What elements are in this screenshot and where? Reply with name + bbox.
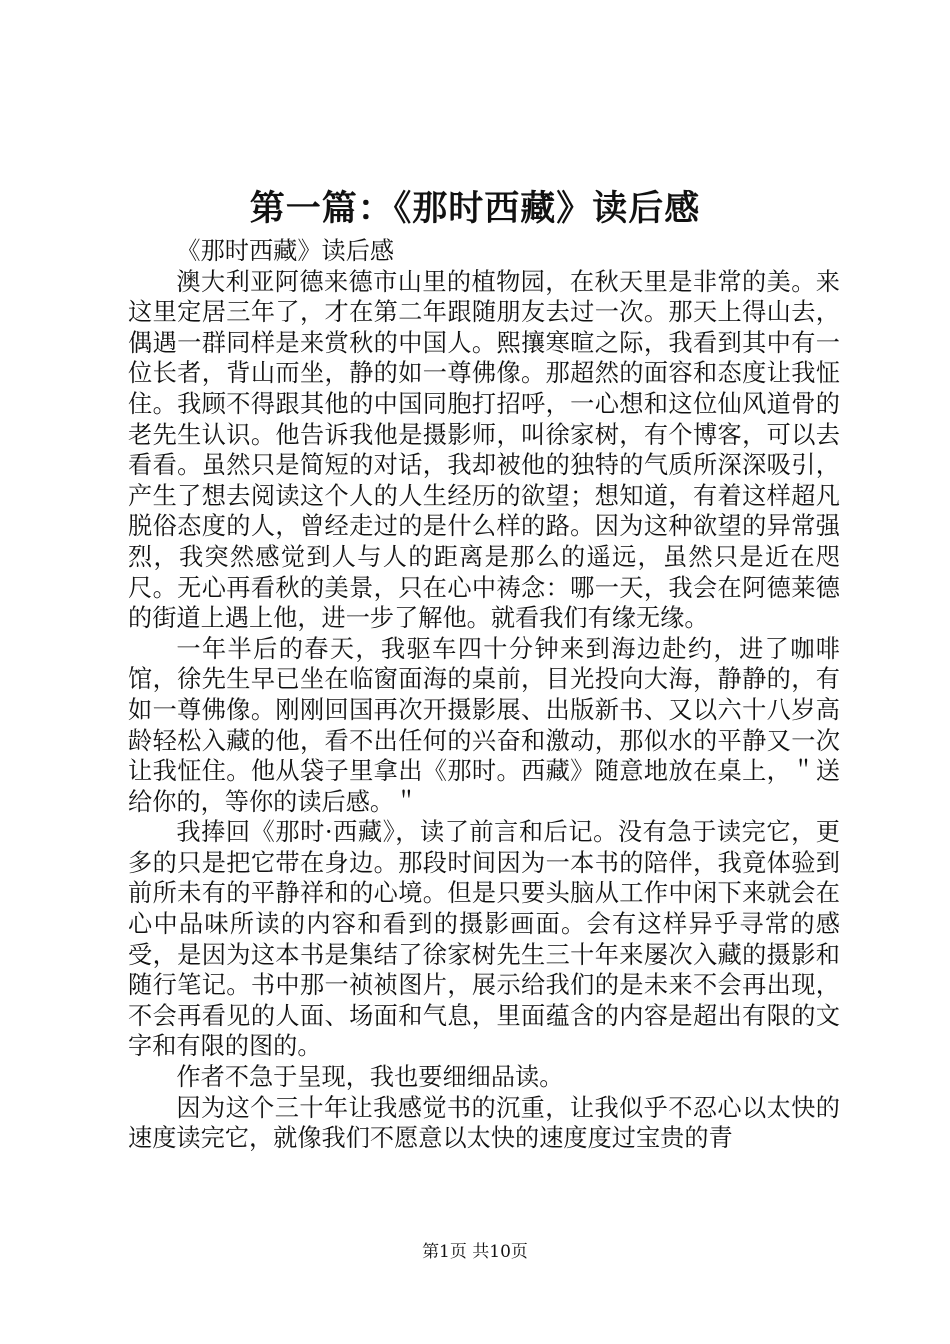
paragraph: 作者不急于呈现，我也要细细品读。 — [176, 1063, 564, 1092]
page-number-footer: 第1页 共10页 — [422, 1242, 528, 1262]
document-title: 第一篇：《那时西藏》读后感 — [249, 188, 701, 229]
paragraph: 澳大利亚阿德来德市山里的植物园，在秋天里是非常的美。来这里定居三年了，才在第二年跟随朋友去过一次。那天上得山去，偶遇一群同样是来赏秋的中国人。熙攘寒暄之际，我看到其中有一位长者，背山而坐，静的如一尊佛像。那超然的面容和态度让我怔住。我顾不得跟其他的中国同胞打招呼，一心想和这位仙风道骨的老先生认识。他告诉我他是摄影师，叫徐家树，有个博客，可以去看看。虽然只是简短的对话，我却被他的独特的气质所深深吸引，产生了想去阅读这个人的人生经历的欲望；想知道，有着这样超凡脱俗态度的人，曾经走过的是什么样的路。因为这种欲望的异常强烈，我突然感觉到人与人的距离是那么的遥远，虽然只是近在咫尺。无心再看秋的美景，只在心中祷念：哪一天，我会在阿德莱德的街道上遇上他，进一步了解他。就看我们有缘无缘。 — [128, 267, 840, 633]
paragraph-subtitle: 《那时西藏》读后感 — [176, 237, 395, 265]
paragraph: 因为这个三十年让我感觉书的沉重，让我似乎不忍心以太快的速度读完它，就像我们不愿意以太快的速度度过宝贵的青 — [128, 1093, 840, 1153]
paragraph: 一年半后的春天，我驱车四十分钟来到海边赴约，进了咖啡馆，徐先生早已坐在临窗面海的桌前，目光投向大海，静静的，有如一尊佛像。刚刚回国再次开摄影展、出版新书、又以六十八岁高龄轻松入藏的他，看不出任何的兴奋和激动，那似水的平静又一次让我怔住。他从袋子里拿出《那时。西藏》随意地放在桌上，＂送给你的，等你的读后感。＂ — [128, 634, 840, 816]
document-body — [128, 236, 840, 1154]
paragraph: 我捧回《那时·西藏》，读了前言和后记。没有急于读完它，更多的只是把它带在身边。那段时间因为一本书的陪伴，我竟体验到前所未有的平静祥和的心境。但是只要头脑从工作中闲下来就会在心中品味所读的内容和看到的摄影画面。会有这样异乎寻常的感受，是因为这本书是集结了徐家树先生三十年来屡次入藏的摄影和随行笔记。书中那一祯祯图片，展示给我们的是未来不会再出现，不会再看见的人面、场面和气息，里面蕴含的内容是超出有限的文字和有限的图的。 — [128, 818, 840, 1061]
